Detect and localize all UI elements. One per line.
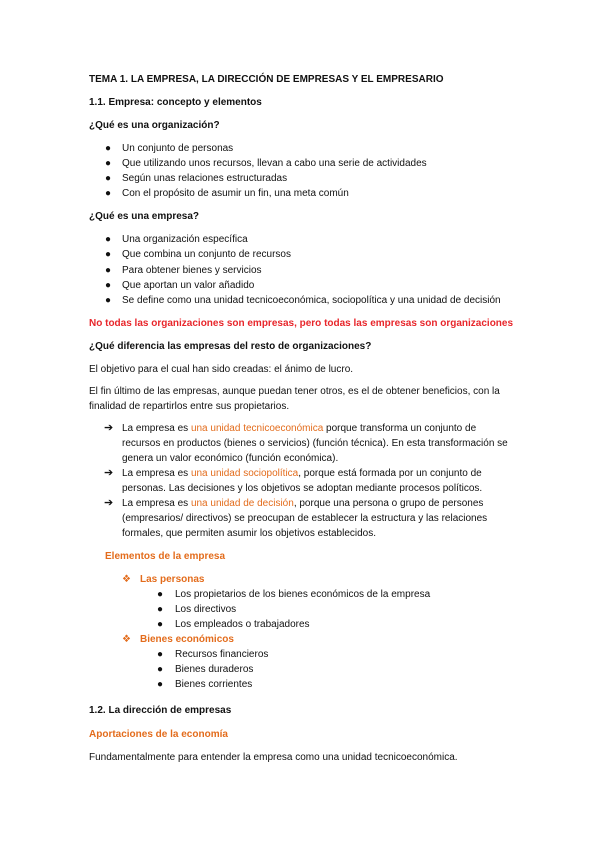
arrow-item-line: personas. Las decisiones y los objetivos se adoptan mediante procesos políticos. [122,483,483,494]
list-item: Que aportan un valor añadido [122,280,255,291]
question-empresa: ¿Qué es una empresa? [89,211,200,222]
bullet-dot: ● [105,249,112,260]
arrow-item-line: genera un valor económico (función económica). [122,453,339,464]
bullet-dot: ● [105,265,112,276]
arrow-right-icon: ➔ [104,422,114,434]
list-item: Los directivos [175,604,237,615]
list-item: Que combina un conjunto de recursos [122,249,291,260]
bullet-dot: ● [157,679,164,690]
bullet-dot: ● [105,295,112,306]
highlight-term: una unidad tecnicoeconómica [190,423,324,434]
question-organizacion: ¿Qué es una organización? [89,120,220,131]
section-heading-1-2: 1.2. La dirección de empresas [89,705,232,716]
highlight-term: una unidad de decisión [190,498,294,509]
diamond-bullet-icon: ❖ [122,634,131,645]
bullet-dot: ● [157,664,164,675]
arrow-item-line: La empresa es una unidad sociopolítica, porque está formada por un conjunto de [122,468,482,479]
arrow-item-line: recursos en productos (bienes o servicios) (función técnica). En esta transformación se [122,438,508,449]
arrow-item-line: La empresa es una unidad de decisión, porque una persona o grupo de persones [122,498,484,509]
bullet-dot: ● [105,158,112,169]
bullet-dot: ● [157,619,164,630]
list-item: Los propietarios de los bienes económicos de la empresa [175,589,431,600]
list-item: Un conjunto de personas [122,143,234,154]
arrow-right-icon: ➔ [104,467,114,479]
list-item: Recursos financieros [175,649,269,660]
list-item: Para obtener bienes y servicios [122,265,262,276]
category-label: Las personas [140,574,205,585]
bullet-dot: ● [105,188,112,199]
elements-heading: Elementos de la empresa [105,551,226,562]
list-item: Bienes corrientes [175,679,253,690]
paragraph-line: finalidad de repartirlos entre sus propietarios. [89,401,290,412]
diamond-bullet-icon: ❖ [122,574,131,585]
question-diferencia: ¿Qué diferencia las empresas del resto de organizaciones? [89,341,372,352]
highlight-note: No todas las organizaciones son empresas, pero todas las empresas son organizaciones [89,318,514,329]
paragraph: El objetivo para el cual han sido creadas: el ánimo de lucro. [89,364,354,375]
bullet-dot: ● [105,143,112,154]
list-item: Según unas relaciones estructuradas [122,173,288,184]
arrow-right-icon: ➔ [104,497,114,509]
bullet-dot: ● [157,604,164,615]
bullet-dot: ● [105,173,112,184]
arrow-item-line: (empresarios/ directivos) se preocupan de establecer la estructura y las relaciones [122,513,488,524]
bullet-dot: ● [157,649,164,660]
list-item: Una organización específica [122,234,248,245]
subheading-aportaciones: Aportaciones de la economía [89,729,228,740]
bullet-dot: ● [105,234,112,245]
paragraph: Fundamentalmente para entender la empresa como una unidad tecnicoeconómica. [89,752,458,763]
section-heading-1-1: 1.1. Empresa: concepto y elementos [89,97,262,108]
document-title: TEMA 1. LA EMPRESA, LA DIRECCIÓN DE EMPRESAS Y EL EMPRESARIO [89,74,444,85]
list-item: Los empleados o trabajadores [175,619,310,630]
arrow-item-line: formales, que permiten asumir los objetivos establecidos. [122,528,377,539]
highlight-term: una unidad sociopolítica [190,468,299,479]
bullet-dot: ● [157,589,164,600]
bullet-dot: ● [105,280,112,291]
list-item: Que utilizando unos recursos, llevan a cabo una serie de actividades [122,158,427,169]
list-item: Con el propósito de asumir un fin, una meta común [122,188,349,199]
category-label: Bienes económicos [140,634,234,645]
arrow-item-line: La empresa es una unidad tecnicoeconómica porque transforma un conjunto de [122,423,477,434]
list-item: Se define como una unidad tecnicoeconómica, sociopolítica y una unidad de decisión [122,295,501,306]
list-item: Bienes duraderos [175,664,254,675]
paragraph-line: El fin último de las empresas, aunque puedan tener otros, es el de obtener beneficios, con la [89,386,500,397]
